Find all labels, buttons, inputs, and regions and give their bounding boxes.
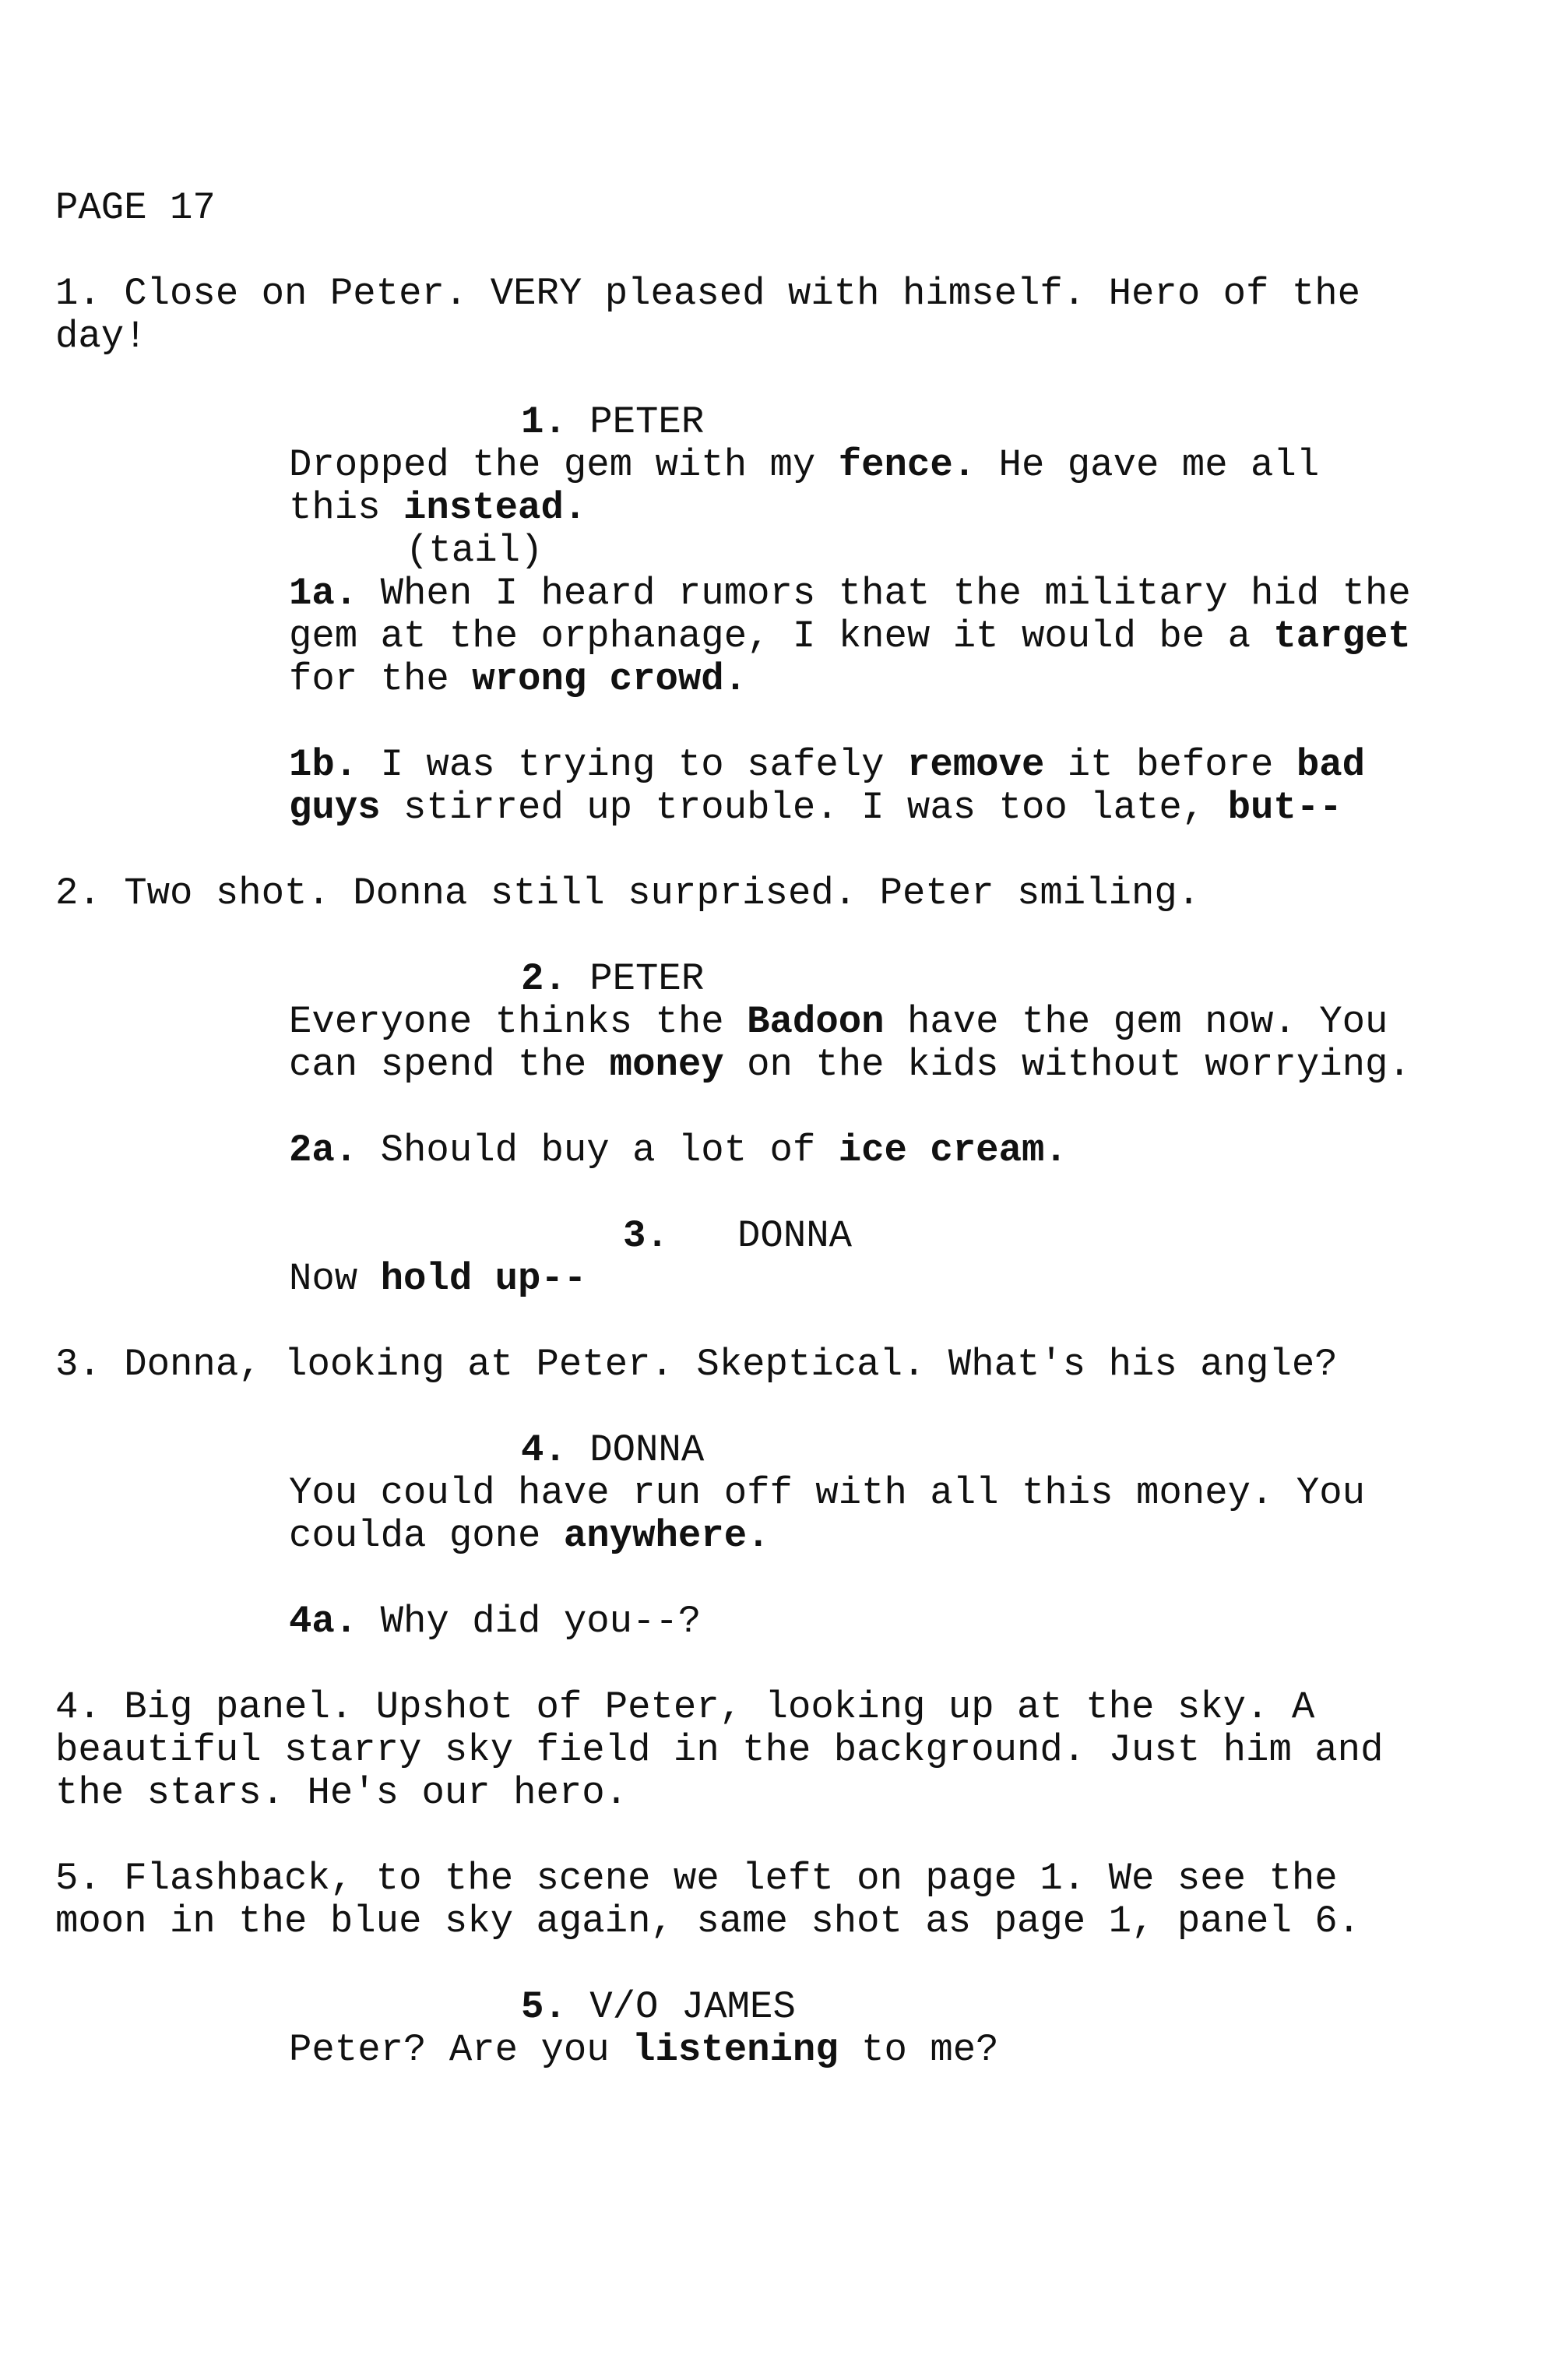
- text-run: coulda gone: [289, 1514, 564, 1558]
- panel-description-line: 4. Big panel. Upshot of Peter, looking up at the sky. A: [55, 1685, 1315, 1729]
- dialogue-line: [289, 1044, 1411, 1086]
- text-run: I was trying to safely: [357, 743, 907, 787]
- dialogue-line: [289, 615, 1411, 658]
- dialogue-line: [289, 1258, 586, 1301]
- dialogue-line: [289, 1001, 1388, 1044]
- dialogue-line: [289, 1472, 1365, 1515]
- dialogue-line: [289, 2029, 999, 2072]
- text-run: Everyone thinks the: [289, 1000, 748, 1044]
- text-run: He gave me all: [976, 443, 1320, 487]
- text-run: You could have run off with all this money. You: [289, 1471, 1366, 1515]
- text-run: gem at the orphanage, I knew it would be a: [289, 614, 1274, 658]
- bold-text: fence.: [838, 443, 976, 487]
- balloon-number: 5.: [521, 1985, 567, 2029]
- balloon-header: [521, 1429, 704, 1472]
- speaker-name: PETER: [589, 400, 705, 444]
- text-run: on the kids without worrying.: [723, 1043, 1411, 1086]
- panel-description-line: moon in the blue sky again, same shot as page 1, panel 6.: [55, 1899, 1361, 1943]
- panel-description-line: 1. Close on Peter. VERY pleased with himself. Hero of the: [55, 272, 1361, 315]
- dialogue-line: [289, 658, 747, 701]
- bold-text: 2a.: [289, 1128, 358, 1172]
- bold-text: guys: [289, 786, 381, 829]
- bold-text: bad: [1296, 743, 1366, 787]
- panel-description-line: beautiful starry sky field in the background. Just him and: [55, 1728, 1384, 1772]
- dialogue-line: [289, 487, 586, 530]
- text-run: have the gem now. You: [884, 1000, 1388, 1044]
- text-run: to me?: [838, 2028, 999, 2072]
- balloon-header: [521, 1986, 796, 2029]
- balloon-header: [521, 401, 704, 444]
- text-run: Peter? Are you: [289, 2028, 633, 2072]
- page-label: PAGE 17: [55, 186, 216, 230]
- dialogue-line: [289, 1600, 701, 1643]
- panel-description-line: the stars. He's our hero.: [55, 1771, 628, 1815]
- bold-text: listening: [632, 2028, 839, 2072]
- dialogue-line: [289, 787, 1342, 829]
- balloon-number: 2.: [521, 957, 567, 1001]
- bold-text: ice cream.: [838, 1128, 1068, 1172]
- text-run: stirred up trouble. I was too late,: [380, 786, 1228, 829]
- text-run: this: [289, 486, 404, 530]
- dialogue-line: [289, 1129, 1068, 1172]
- panel-description-line: day!: [55, 315, 147, 358]
- speaker-name: DONNA: [589, 1428, 705, 1472]
- bold-text: but--: [1227, 786, 1342, 829]
- text-run: it before: [1044, 743, 1296, 787]
- text-run: Now: [289, 1257, 381, 1301]
- bold-text: money: [609, 1043, 724, 1086]
- bold-text: remove: [906, 743, 1045, 787]
- text-run: When I heard rumors that the military hid the: [357, 572, 1411, 615]
- bold-text: hold up--: [380, 1257, 587, 1301]
- speaker-name: DONNA: [737, 1214, 853, 1258]
- text-run: Why did you--?: [357, 1600, 702, 1643]
- text-run: Should buy a lot of: [357, 1128, 839, 1172]
- dialogue-line: [289, 744, 1365, 787]
- bold-text: wrong crowd.: [472, 657, 748, 701]
- parenthetical: (tail): [406, 529, 544, 572]
- panel-description-line: 3. Donna, looking at Peter. Skeptical. What's his angle?: [55, 1343, 1338, 1386]
- bold-text: anywhere.: [563, 1514, 770, 1558]
- dialogue-line: [289, 1515, 770, 1558]
- text-run: can spend the: [289, 1043, 610, 1086]
- bold-text: 1a.: [289, 572, 358, 615]
- bold-text: instead.: [403, 486, 587, 530]
- balloon-number: 3.: [623, 1214, 669, 1258]
- dialogue-line: [289, 572, 1411, 615]
- panel-description-line: 5. Flashback, to the scene we left on page 1. We see the: [55, 1857, 1338, 1900]
- bold-text: 1b.: [289, 743, 358, 787]
- balloon-header: [521, 958, 704, 1001]
- speaker-name: PETER: [589, 957, 705, 1001]
- bold-text: target: [1273, 614, 1411, 658]
- balloon-header: [623, 1215, 852, 1258]
- balloon-number: 1.: [521, 400, 567, 444]
- dialogue-line: [289, 444, 1319, 487]
- text-run: for the: [289, 657, 473, 701]
- speaker-name: V/O JAMES: [589, 1985, 796, 2029]
- balloon-number: 4.: [521, 1428, 567, 1472]
- bold-text: 4a.: [289, 1600, 358, 1643]
- bold-text: Badoon: [747, 1000, 885, 1044]
- text-run: Dropped the gem with my: [289, 443, 839, 487]
- panel-description-line: 2. Two shot. Donna still surprised. Peter smiling.: [55, 871, 1201, 915]
